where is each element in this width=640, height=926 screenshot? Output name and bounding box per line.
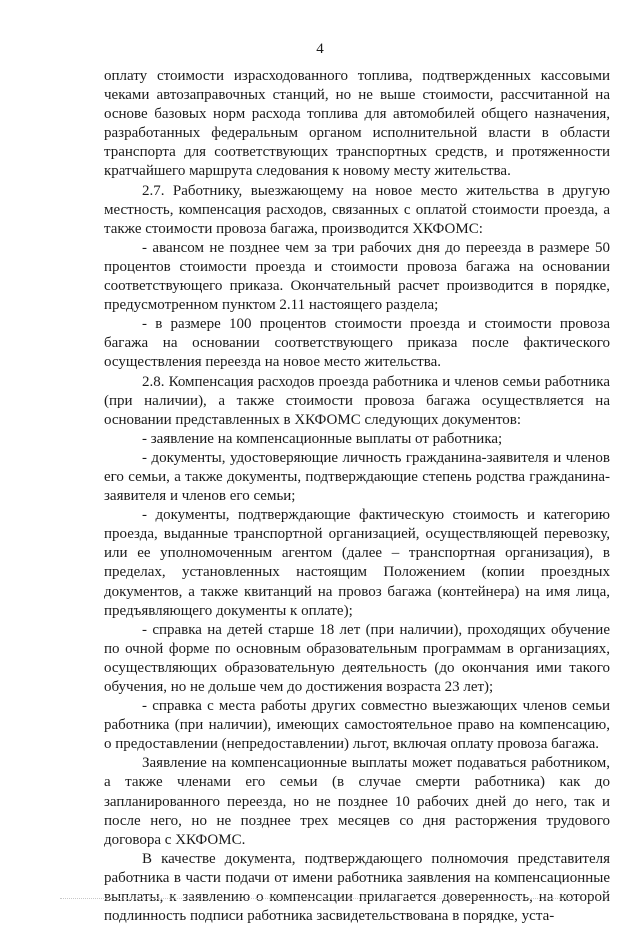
list-item-student-certificate: - справка на детей старше 18 лет (при наличии), проходящих обучение по очной форме по основным образовательным программам в организациях, осуществляющих образовательную деятельность (до окончания ими такого обучения, но не дольше чем до достижения возраста 23 лет); <box>104 621 610 695</box>
paragraph-2-7: 2.7. Работнику, выезжающему на новое место жительства в другую местность, компенсация расходов, связанных с оплатой стоимости проезда, а также стоимости провоза багажа, производится ХКФОМС: <box>104 182 610 237</box>
list-item-employment-certificate: - справка с места работы других совместно выезжающих членов семьи работника (при наличии), имеющих самостоятельное право на компенсацию, о предоставлении (непредоставлении) льгот, включая оплату провоза багажа. <box>104 698 610 753</box>
list-item-travel-cost-documents: - документы, подтверждающие фактическую стоимость и категорию проезда, выданные транспортной организацией, осуществляющей перевозку, или ее уполномоченным агентом (далее – транспортная организация), в пределах, установленных настоящим Положением (копии проездных документов, а также квитанций на провоз багажа (контейнера) на имя лица, предъявляющего документы к оплате); <box>104 507 610 619</box>
paragraph-application-timing: Заявление на компенсационные выплаты может подаваться работником, а также членами его семьи (в случае смерти работника) как до запланированного переезда, но не позднее 10 рабочих дней до него, так и после него, но не позднее трех месяцев со дня расторжения трудового договора с ХКФОМС. <box>104 755 610 848</box>
document-body <box>104 67 610 926</box>
scan-bottom-edge <box>60 898 580 899</box>
list-item-application: - заявление на компенсационные выплаты от работника; <box>142 430 503 447</box>
paragraph-power-of-attorney: В качестве документа, подтверждающего полномочия представителя работника в части подачи от имени работника заявления на компенсационные выплаты, к заявлению о компенсации прилагается доверенность, на которой подлинность подписи работника засвидетельствована в порядке, уста- <box>104 850 610 925</box>
paragraph-2-8: 2.8. Компенсация расходов проезда работника и членов семьи работника (при наличии), а также стоимости провоза багажа осуществляется на основании представленных в ХКФОМС следующих документов: <box>104 373 610 428</box>
list-item-advance-payment: - авансом не позднее чем за три рабочих дня до переезда в размере 50 процентов стоимости проезда и стоимости провоза багажа на основании соответствующего приказа. Окончательный расчет производится в порядке, предусмотренном пунктом 2.11 настоящего раздела; <box>104 239 610 314</box>
paragraph-fuel-cost-continuation: оплату стоимости израсходованного топлива, подтвержденных кассовыми чеками автозаправочных станций, но не выше стоимости, рассчитанной на основе базовых норм расхода топлива для автомобилей общего назначения, разработанных федеральным органом исполнительной власти в области транспорта для соответствующих транспортных средств, и протяженности кратчайшего маршрута следования к новому месту жительства. <box>104 68 610 180</box>
list-item-full-payment: - в размере 100 процентов стоимости проезда и стоимости провоза багажа на основании соответствующего приказа после фактического осуществления переезда на новое место жительства. <box>104 316 610 371</box>
page-number: 4 <box>316 41 324 57</box>
list-item-identity-documents: - документы, удостоверяющие личность гражданина-заявителя и членов его семьи, а также документы, подтверждающие степень родства гражданина-заявителя и членов его семьи; <box>104 449 610 505</box>
